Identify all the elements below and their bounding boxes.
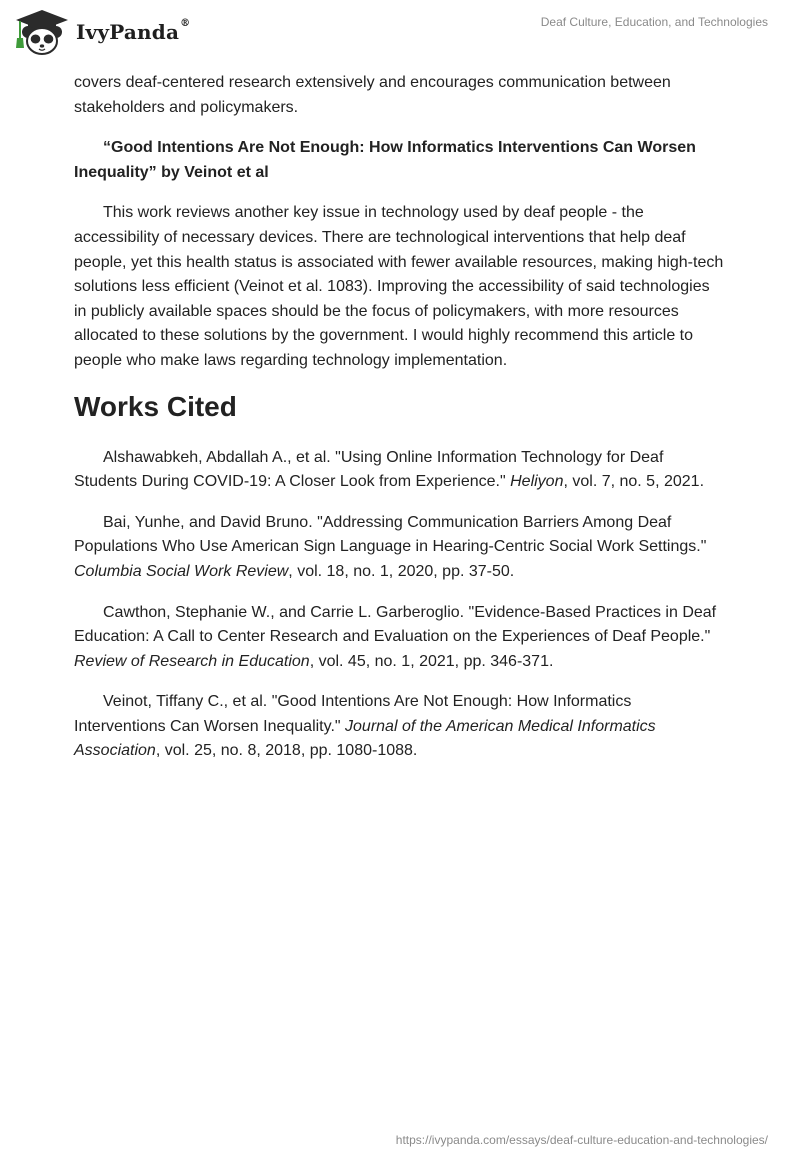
citation-entry xyxy=(74,690,726,764)
logo-wordmark xyxy=(76,20,190,44)
site-logo[interactable] xyxy=(14,8,190,56)
body-paragraph: covers deaf-centered research extensively and encourages communication between stakeholders and policymakers. xyxy=(74,74,671,116)
citation-source: Review of Research in Education xyxy=(74,652,310,670)
citation-text: Cawthon, Stephanie W., and Carrie L. Garberoglio. "Evidence-Based Practices in Deaf Education: A Call to Center Research and Evaluation on the Experiences of Deaf People." xyxy=(74,603,717,646)
source-url-link[interactable]: https://ivypanda.com/essays/deaf-culture-education-and-technologies/ xyxy=(395,1133,768,1147)
citation-source: Journal of the American Medical Informatics Association xyxy=(74,717,656,760)
citation-details: , vol. 25, no. 8, 2018, pp. 1080-1088. xyxy=(155,742,418,760)
citation-details: , vol. 18, no. 1, 2020, pp. 37-50. xyxy=(288,562,515,580)
panda-graduate-icon xyxy=(14,8,70,56)
source-subheading: “Good Intentions Are Not Enough: How Informatics Interventions Can Worsen Inequality” by Veinot et al xyxy=(74,139,696,181)
citation-text: Alshawabkeh, Abdallah A., et al. "Using Online Information Technology for Deaf Students During COVID-19: A Closer Look from Experience." xyxy=(74,448,664,491)
citation-entry xyxy=(74,446,726,495)
body-paragraph: This work reviews another key issue in technology used by deaf people - the accessibility of necessary devices. There are technological interventions that help deaf people, yet this health status is associated with fewer available resources, making high-tech solutions less efficient (Veinot et al. 1083). Improving the accessibility of said technologies in publicly available spaces should be the focus of policymakers, with more resources allocated to these solutions by the government. I would highly recommend this article to people who make laws regarding technology implementation. xyxy=(74,204,724,369)
citation-source: Heliyon xyxy=(510,473,564,491)
logo-registered-mark: ® xyxy=(180,18,191,29)
citation-details: , vol. 45, no. 1, 2021, pp. 346-371. xyxy=(309,652,554,670)
logo-text: IvyPanda xyxy=(76,20,180,44)
citation-text: Bai, Yunhe, and David Bruno. "Addressing Communication Barriers Among Deaf Populations Who Use American Sign Language in Hearing-Centric Social Work Settings." xyxy=(74,513,707,556)
citation-entry xyxy=(74,601,726,675)
works-cited-heading: Works Cited xyxy=(74,390,237,422)
document-title: Deaf Culture, Education, and Technologies xyxy=(540,15,768,29)
citation-source: Columbia Social Work Review xyxy=(74,562,289,580)
citation-text: Veinot, Tiffany C., et al. "Good Intentions Are Not Enough: How Informatics Interventions Can Worsen Inequality." xyxy=(74,693,632,735)
citation-details: , vol. 7, no. 5, 2021. xyxy=(563,473,705,491)
citation-entry xyxy=(74,511,726,585)
essay-content xyxy=(74,71,726,780)
